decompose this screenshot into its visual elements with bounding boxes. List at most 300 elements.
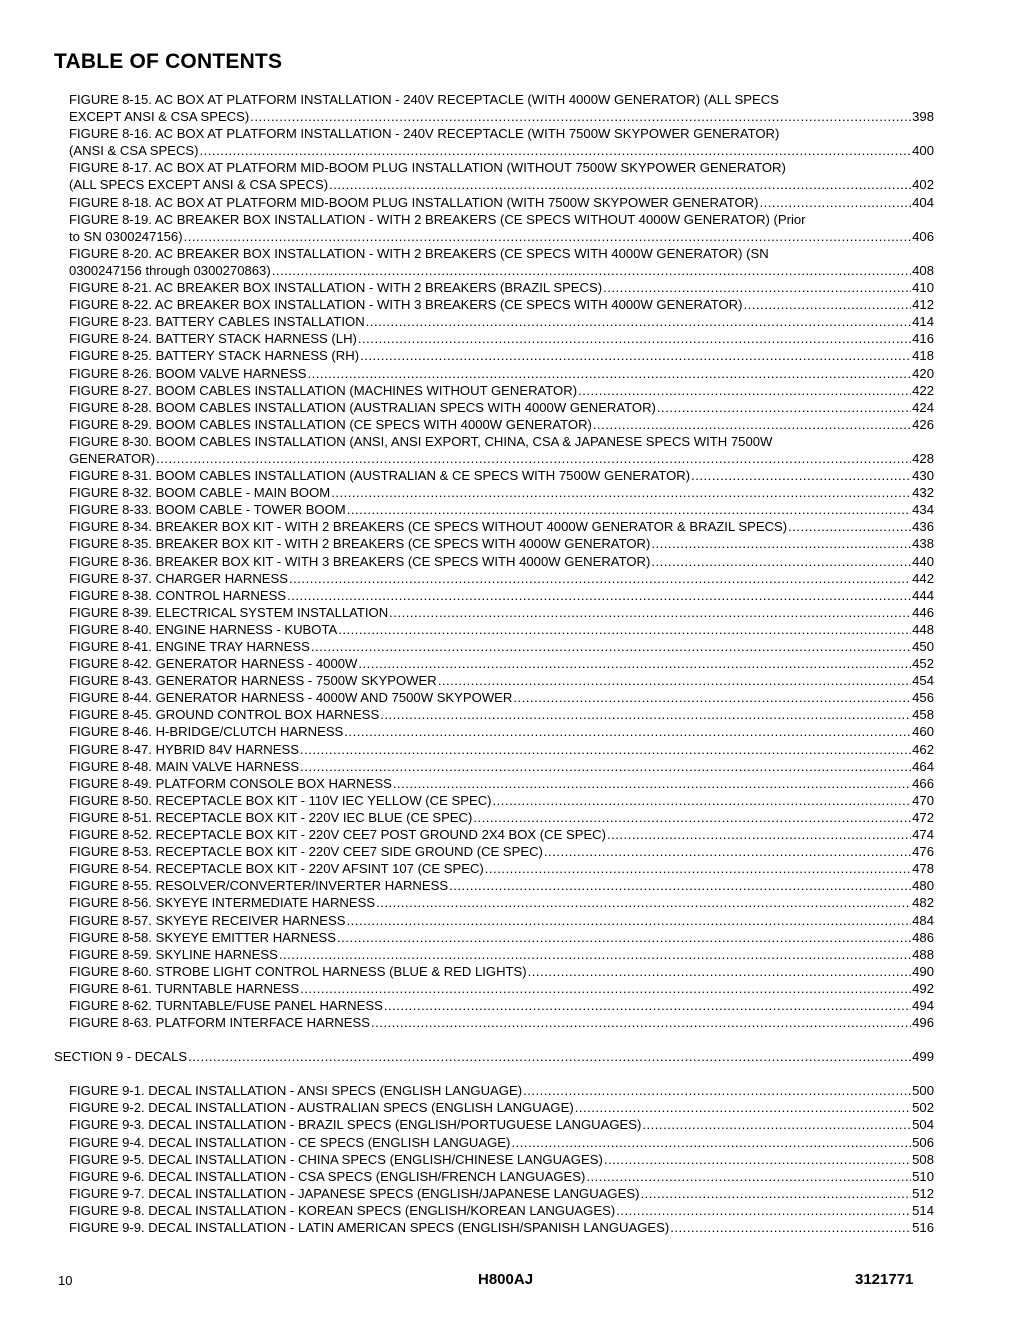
toc-entry-row [54,1048,934,1065]
toc-dot-leader [691,467,911,484]
toc-entry-title: FIGURE 8-39. ELECTRICAL SYSTEM INSTALLATION [69,604,389,620]
toc-entry-row [69,604,934,621]
toc-figure-entry[interactable] [0,194,1024,211]
toc-entry-row [69,741,934,758]
toc-entry-row [69,775,934,792]
toc-entry-row [69,313,934,330]
toc-dot-leader [371,1014,911,1031]
toc-figure-entry[interactable] [0,894,1024,911]
toc-entry-row [69,416,934,433]
toc-figure-entry[interactable] [0,330,1024,347]
toc-entry-row [69,347,934,364]
toc-page-number: 499 [912,1049,934,1065]
toc-page-number: 484 [912,912,934,928]
toc-figure-entry[interactable] [0,723,1024,740]
toc-entry-title: to SN 0300247156) [69,228,183,244]
toc-entry-title: FIGURE 8-52. RECEPTACLE BOX KIT - 220V CEE7 POST GROUND 2X4 BOX (CE SPEC) [69,827,606,843]
toc-entry-row [69,108,934,125]
toc-page-number: 414 [912,314,934,330]
toc-entry-title-line: FIGURE 8-30. BOOM CABLES INSTALLATION (ANSI, ANSI EXPORT, CHINA, CSA & JAPANESE SPECS WITH 7500W [69,433,773,449]
toc-dot-leader [384,997,911,1014]
toc-figure-entry[interactable] [0,535,1024,552]
toc-figure-entry[interactable] [0,963,1024,980]
toc-entry-row [69,279,934,296]
toc-dot-leader [358,655,911,672]
toc-entry-row [69,1099,934,1116]
toc-entry-row [69,621,934,638]
toc-page-number: 434 [912,502,934,518]
toc-page-number: 492 [912,980,934,996]
toc-page-number: 452 [912,656,934,672]
toc-entry-title: FIGURE 8-60. STROBE LIGHT CONTROL HARNESS (BLUE & RED LIGHTS) [69,963,527,979]
toc-entry-title: FIGURE 8-53. RECEPTACLE BOX KIT - 220V CEE7 SIDE GROUND (CE SPEC) [69,844,543,860]
toc-entry-title: FIGURE 8-18. AC BOX AT PLATFORM MID-BOOM PLUG INSTALLATION (WITH 7500W SKYPOWER GENERATOR) [69,194,759,210]
toc-dot-leader [607,826,911,843]
toc-entry-row [69,501,934,518]
toc-entry-title: FIGURE 8-46. H-BRIDGE/CLUTCH HARNESS [69,724,344,740]
toc-entry-row [69,570,934,587]
toc-figure-entry[interactable] [0,655,1024,672]
toc-figure-entry[interactable] [0,638,1024,655]
toc-entry-title: FIGURE 9-7. DECAL INSTALLATION - JAPANESE SPECS (ENGLISH/JAPANESE LANGUAGES) [69,1185,640,1201]
toc-figure-entry[interactable] [0,570,1024,587]
toc-page-number: 400 [912,143,934,159]
toc-entry-title: FIGURE 8-27. BOOM CABLES INSTALLATION (MACHINES WITHOUT GENERATOR) [69,382,578,398]
toc-page-number: 446 [912,604,934,620]
page-footer [0,1268,1024,1292]
toc-page-number: 438 [912,536,934,552]
toc-entry-title: FIGURE 8-31. BOOM CABLES INSTALLATION (AUSTRALIAN & CE SPECS WITH 7500W GENERATOR) [69,468,691,484]
toc-figure-entry[interactable] [0,467,1024,484]
toc-page-number: 470 [912,792,934,808]
toc-entry-title: FIGURE 8-44. GENERATOR HARNESS - 4000W AND 7500W SKYPOWER [69,690,513,706]
toc-entry-title: FIGURE 8-32. BOOM CABLE - MAIN BOOM [69,485,331,501]
toc-page-number: 412 [912,297,934,313]
toc-page-number: 406 [912,228,934,244]
toc-figure-entry[interactable] [0,1082,1024,1099]
toc-figure-entry[interactable] [0,929,1024,946]
toc-page-number: 502 [912,1100,934,1116]
toc-figure-entry[interactable] [0,604,1024,621]
toc-entry-row [69,655,934,672]
toc-entry-title: FIGURE 9-6. DECAL INSTALLATION - CSA SPECS (ENGLISH/FRENCH LANGUAGES) [69,1168,586,1184]
toc-dot-leader [347,501,911,518]
toc-entry-row [69,980,934,997]
toc-figure-entry[interactable] [0,758,1024,775]
toc-entry-row [69,194,934,211]
toc-figure-entry[interactable] [0,912,1024,929]
toc-figure-entry[interactable] [0,416,1024,433]
toc-figure-entry[interactable] [0,1014,1024,1031]
toc-entry-title: FIGURE 8-41. ENGINE TRAY HARNESS [69,639,310,654]
toc-page-number: 444 [912,587,934,603]
toc-entry-title: FIGURE 8-56. SKYEYE INTERMEDIATE HARNESS [69,895,376,911]
toc-page-number: 398 [912,109,934,125]
toc-page-number: 490 [912,963,934,979]
toc-entry-title: 0300247156 through 0300270863) [69,262,271,278]
toc-entry-title: FIGURE 8-54. RECEPTACLE BOX KIT - 220V AFSINT 107 (CE SPEC) [69,861,484,877]
toc-page-number: 436 [912,519,934,535]
toc-entry-title: FIGURE 8-57. SKYEYE RECEIVER HARNESS [69,912,346,928]
toc-figure-entry[interactable] [0,1099,1024,1116]
toc-entry-row [69,484,934,501]
toc-page-number: 428 [912,450,934,466]
toc-entry-title: GENERATOR) [69,450,156,466]
toc-entry-row [69,1185,934,1202]
toc-entry-title: FIGURE 9-1. DECAL INSTALLATION - ANSI SPECS (ENGLISH LANGUAGE) [69,1083,523,1099]
toc-entry-title: FIGURE 8-51. RECEPTACLE BOX KIT - 220V IEC BLUE (CE SPEC) [69,809,473,825]
toc-list [0,91,1024,1236]
toc-entry-title: (ANSI & CSA SPECS) [69,143,199,159]
toc-dot-leader [449,877,911,894]
toc-entry-title: FIGURE 8-47. HYBRID 84V HARNESS [69,741,299,757]
toc-entry-title: FIGURE 8-50. RECEPTACLE BOX KIT - 110V IEC YELLOW (CE SPEC) [69,792,492,808]
toc-entry-title: EXCEPT ANSI & CSA SPECS) [69,109,250,125]
toc-figure-entry[interactable] [0,689,1024,706]
toc-page-number: 440 [912,553,934,569]
toc-dot-leader [511,1134,911,1151]
toc-entry-row [69,946,934,963]
toc-page-number: 442 [912,570,934,586]
toc-entry-row [69,1202,934,1219]
toc-entry-title: FIGURE 8-24. BATTERY STACK HARNESS (LH) [69,331,357,347]
toc-entry-title: FIGURE 9-4. DECAL INSTALLATION - CE SPECS (ENGLISH LANGUAGE) [69,1134,511,1150]
toc-entry-title: FIGURE 8-62. TURNTABLE/FUSE PANEL HARNESS [69,997,383,1013]
toc-entry-title: FIGURE 8-25. BATTERY STACK HARNESS (RH) [69,348,360,364]
toc-figure-entry[interactable] [0,980,1024,997]
toc-page-number: 426 [912,416,934,432]
toc-entry-row [69,365,934,382]
toc-entry-title: FIGURE 8-33. BOOM CABLE - TOWER BOOM [69,502,346,518]
toc-dot-leader [358,330,911,347]
toc-entry-title: FIGURE 8-42. GENERATOR HARNESS - 4000W [69,656,358,672]
toc-page-number: 486 [912,929,934,945]
toc-dot-leader [279,946,911,963]
toc-page-number: 456 [912,690,934,706]
toc-entry-row [69,518,934,535]
toc-page-number: 500 [912,1083,934,1099]
toc-figure-entry[interactable] [0,347,1024,364]
toc-dot-leader [311,638,911,655]
toc-dot-leader [593,416,911,433]
toc-entry-row [69,296,934,313]
toc-page-number: 480 [912,878,934,894]
toc-dot-leader [200,142,912,159]
toc-entry-row [69,826,934,843]
toc-figure-entry[interactable] [0,672,1024,689]
toc-entry-row [69,399,934,416]
toc-page-number: 458 [912,707,934,723]
toc-page-number: 504 [912,1117,934,1133]
toc-dot-leader [651,535,911,552]
toc-entry-row [69,450,934,467]
toc-entry-row [69,706,934,723]
toc-page-number: 404 [912,194,934,210]
toc-dot-leader [528,963,911,980]
toc-entry-title: FIGURE 8-55. RESOLVER/CONVERTER/INVERTER HARNESS [69,878,449,894]
toc-entry-row [69,997,934,1014]
footer-page-number: 10 [58,1273,73,1288]
toc-figure-entry[interactable] [0,1202,1024,1219]
toc-dot-leader [250,108,911,125]
toc-entry-title: FIGURE 9-9. DECAL INSTALLATION - LATIN AMERICAN SPECS (ENGLISH/SPANISH LANGUAGES) [69,1220,670,1235]
toc-entry-title-line: FIGURE 8-20. AC BREAKER BOX INSTALLATION - WITH 2 BREAKERS (CE SPECS WITH 4000W GENERATOR) (SN [69,245,769,261]
toc-page-number: 510 [912,1168,934,1184]
toc-entry-title: FIGURE 9-5. DECAL INSTALLATION - CHINA SPECS (ENGLISH/CHINESE LANGUAGES) [69,1151,603,1167]
toc-dot-leader [329,176,911,193]
toc-figure-entry[interactable] [0,997,1024,1014]
toc-page-number: 494 [912,997,934,1013]
toc-figure-entry[interactable] [0,91,1024,125]
toc-dot-leader [300,980,911,997]
toc-figure-entry[interactable] [0,296,1024,313]
toc-figure-entry[interactable] [0,809,1024,826]
toc-entry-row [69,1116,934,1133]
toc-page-number: 516 [912,1220,934,1235]
toc-page-number: 402 [912,177,934,193]
toc-entry-title: FIGURE 8-59. SKYLINE HARNESS [69,946,278,962]
toc-page-number: 454 [912,673,934,689]
toc-page-number: 488 [912,946,934,962]
toc-dot-leader [331,484,911,501]
toc-entry-row [69,843,934,860]
toc-entry-title: FIGURE 8-23. BATTERY CABLES INSTALLATION [69,314,365,330]
toc-page-number: 462 [912,741,934,757]
toc-entry-row [69,1219,934,1236]
toc-figure-entry[interactable] [0,621,1024,638]
toc-dot-leader [188,1048,911,1065]
toc-figure-entry[interactable] [0,382,1024,399]
toc-entry-row [69,672,934,689]
toc-dot-leader [604,1151,911,1168]
toc-page-number: 408 [912,262,934,278]
toc-entry-title: FIGURE 8-49. PLATFORM CONSOLE BOX HARNESS [69,775,392,791]
toc-dot-leader [616,1202,911,1219]
toc-figure-entry[interactable] [0,587,1024,604]
toc-page-number: 514 [912,1202,934,1218]
toc-entry-row [69,689,934,706]
toc-entry-title: FIGURE 8-36. BREAKER BOX KIT - WITH 3 BREAKERS (CE SPECS WITH 4000W GENERATOR) [69,553,651,569]
toc-figure-entry[interactable] [0,518,1024,535]
toc-figure-entry[interactable] [0,313,1024,330]
toc-page-number: 416 [912,331,934,347]
toc-entry-title: SECTION 9 - DECALS [54,1049,188,1065]
toc-figure-entry[interactable] [0,946,1024,963]
toc-figure-entry[interactable] [0,245,1024,279]
toc-page-number: 422 [912,382,934,398]
toc-figure-entry[interactable] [0,826,1024,843]
toc-dot-leader [485,860,911,877]
toc-entry-title: FIGURE 8-26. BOOM VALVE HARNESS [69,365,307,381]
toc-dot-leader [575,1099,911,1116]
toc-page-number: 424 [912,399,934,415]
toc-entry-row [69,723,934,740]
toc-entry-row [69,535,934,552]
toc-dot-leader [603,279,911,296]
toc-entry-title: FIGURE 8-21. AC BREAKER BOX INSTALLATION - WITH 2 BREAKERS (BRAZIL SPECS) [69,280,603,296]
toc-dot-leader [578,382,911,399]
toc-entry-row [69,228,934,245]
toc-entry-row [69,929,934,946]
toc-dot-leader [300,758,911,775]
toc-dot-leader [300,741,911,758]
toc-figure-entry[interactable] [0,775,1024,792]
toc-entry-title: FIGURE 8-34. BREAKER BOX KIT - WITH 2 BREAKERS (CE SPECS WITHOUT 4000W GENERATOR & BRAZIL SPECS) [69,519,788,535]
toc-figure-entry[interactable] [0,365,1024,382]
toc-dot-leader [376,894,911,911]
toc-dot-leader [380,706,911,723]
toc-page-number: 472 [912,809,934,825]
toc-figure-entry[interactable] [0,159,1024,193]
toc-figure-entry[interactable] [0,125,1024,159]
toc-dot-leader [307,365,911,382]
toc-entry-row [69,963,934,980]
toc-page-number: 430 [912,468,934,484]
toc-figure-entry[interactable] [0,553,1024,570]
toc-page-number: 478 [912,861,934,877]
toc-page-number: 466 [912,775,934,791]
toc-entry-title: FIGURE 8-45. GROUND CONTROL BOX HARNESS [69,707,380,723]
toc-page-number: 496 [912,1015,934,1031]
toc-dot-leader [744,296,912,313]
toc-entry-title: FIGURE 9-3. DECAL INSTALLATION - BRAZIL SPECS (ENGLISH/PORTUGUESE LANGUAGES) [69,1117,642,1133]
toc-dot-leader [788,518,911,535]
toc-dot-leader [289,570,911,587]
toc-figure-entry[interactable] [0,1219,1024,1236]
toc-entry-row [69,553,934,570]
toc-entry-title-line: FIGURE 8-19. AC BREAKER BOX INSTALLATION - WITH 2 BREAKERS (CE SPECS WITHOUT 4000W GENERATOR) (Prior [69,211,806,227]
toc-page-number: 410 [912,280,934,296]
toc-dot-leader [493,792,912,809]
toc-dot-leader [347,912,912,929]
toc-page-number: 418 [912,348,934,364]
toc-entry-title: FIGURE 8-63. PLATFORM INTERFACE HARNESS [69,1015,370,1031]
toc-dot-leader [523,1082,911,1099]
toc-dot-leader [366,313,911,330]
toc-entry-title: FIGURE 8-22. AC BREAKER BOX INSTALLATION - WITH 3 BREAKERS (CE SPECS WITH 4000W GENERATOR) [69,297,743,313]
toc-figure-entry[interactable] [0,399,1024,416]
toc-page-number: 420 [912,365,934,381]
toc-entry-title-line: FIGURE 8-15. AC BOX AT PLATFORM INSTALLATION - 240V RECEPTACLE (WITH 4000W GENERATOR) (ALL SPECS [69,92,779,107]
toc-entry-row [69,1168,934,1185]
toc-entry-row [69,758,934,775]
page-title: TABLE OF CONTENTS [54,50,283,73]
toc-figure-entry[interactable] [0,1116,1024,1133]
toc-dot-leader [657,399,911,416]
toc-entry-title: FIGURE 8-35. BREAKER BOX KIT - WITH 2 BREAKERS (CE SPECS WITH 4000W GENERATOR) [69,536,651,552]
toc-figure-entry[interactable] [0,877,1024,894]
toc-dot-leader [642,1116,911,1133]
toc-page-number: 482 [912,895,934,911]
toc-dot-leader [344,723,911,740]
toc-entry-title: FIGURE 8-28. BOOM CABLES INSTALLATION (AUSTRALIAN SPECS WITH 4000W GENERATOR) [69,399,656,415]
toc-figure-entry[interactable] [0,211,1024,245]
toc-dot-leader [438,672,911,689]
toc-entry-title: FIGURE 8-40. ENGINE HARNESS - KUBOTA [69,621,338,637]
toc-entry-row [69,792,934,809]
toc-page-number: 476 [912,844,934,860]
toc-dot-leader [586,1168,911,1185]
toc-dot-leader [473,809,911,826]
toc-dot-leader [287,587,911,604]
toc-entry-row [69,912,934,929]
toc-entry-row [69,176,934,193]
toc-entry-row [69,330,934,347]
toc-dot-leader [156,450,911,467]
toc-dot-leader [360,347,911,364]
footer-model: H800AJ [478,1271,534,1288]
toc-entry-row [69,262,934,279]
toc-figure-entry[interactable] [0,792,1024,809]
toc-entry-row [69,894,934,911]
toc-entry-title: (ALL SPECS EXCEPT ANSI & CSA SPECS) [69,177,329,193]
toc-entry-title-line: FIGURE 8-17. AC BOX AT PLATFORM MID-BOOM PLUG INSTALLATION (WITHOUT 7500W SKYPOWER GENERATOR) [69,160,786,176]
toc-dot-leader [272,262,911,279]
toc-dot-leader [184,228,912,245]
toc-page-number: 448 [912,621,934,637]
toc-figure-entry[interactable] [0,1151,1024,1168]
toc-entry-title: FIGURE 8-29. BOOM CABLES INSTALLATION (CE SPECS WITH 4000W GENERATOR) [69,416,592,432]
toc-entry-title: FIGURE 8-43. GENERATOR HARNESS - 7500W SKYPOWER [69,673,437,689]
toc-figure-entry[interactable] [0,501,1024,518]
toc-figure-entry[interactable] [0,1134,1024,1151]
toc-page-number: 450 [912,639,934,654]
toc-dot-leader [393,775,911,792]
toc-dot-leader [337,929,911,946]
toc-section-entry[interactable] [0,1048,1024,1065]
toc-entry-row [69,638,934,655]
toc-figure-entry[interactable] [0,706,1024,723]
toc-figure-entry[interactable] [0,1185,1024,1202]
toc-entry-row [69,1014,934,1031]
toc-entry-row [69,382,934,399]
toc-entry-title-line: FIGURE 8-16. AC BOX AT PLATFORM INSTALLATION - 240V RECEPTACLE (WITH 7500W SKYPOWER GENERATOR) [69,126,780,142]
toc-page-number: 508 [912,1151,934,1167]
toc-dot-leader [651,553,911,570]
toc-page-number: 474 [912,827,934,843]
toc-page-number: 460 [912,724,934,740]
toc-dot-leader [640,1185,911,1202]
toc-entry-title: FIGURE 9-2. DECAL INSTALLATION - AUSTRALIAN SPECS (ENGLISH LANGUAGE) [69,1100,574,1116]
toc-page-number: 512 [912,1185,934,1201]
toc-figure-entry[interactable] [0,860,1024,877]
toc-figure-entry[interactable] [0,1168,1024,1185]
footer-manual-number: 3121771 [855,1271,914,1288]
toc-entry-title: FIGURE 8-61. TURNTABLE HARNESS [69,980,300,996]
toc-entry-row [69,1082,934,1099]
toc-figure-entry[interactable] [0,279,1024,296]
toc-entry-title: FIGURE 8-48. MAIN VALVE HARNESS [69,758,300,774]
toc-entry-row [69,142,934,159]
toc-dot-leader [338,621,911,638]
toc-entry-row [69,877,934,894]
toc-dot-leader [389,604,911,621]
toc-entry-row [69,587,934,604]
toc-entry-row [69,1134,934,1151]
toc-dot-leader [670,1219,911,1236]
toc-entry-row [69,1151,934,1168]
toc-figure-entry[interactable] [0,484,1024,501]
toc-dot-leader [759,194,911,211]
toc-figure-entry[interactable] [0,843,1024,860]
toc-figure-entry[interactable] [0,433,1024,467]
toc-figure-entry[interactable] [0,741,1024,758]
toc-dot-leader [513,689,911,706]
toc-entry-row [69,809,934,826]
toc-dot-leader [544,843,911,860]
toc-entry-title: FIGURE 8-38. CONTROL HARNESS [69,587,287,603]
toc-page-number: 432 [912,485,934,501]
